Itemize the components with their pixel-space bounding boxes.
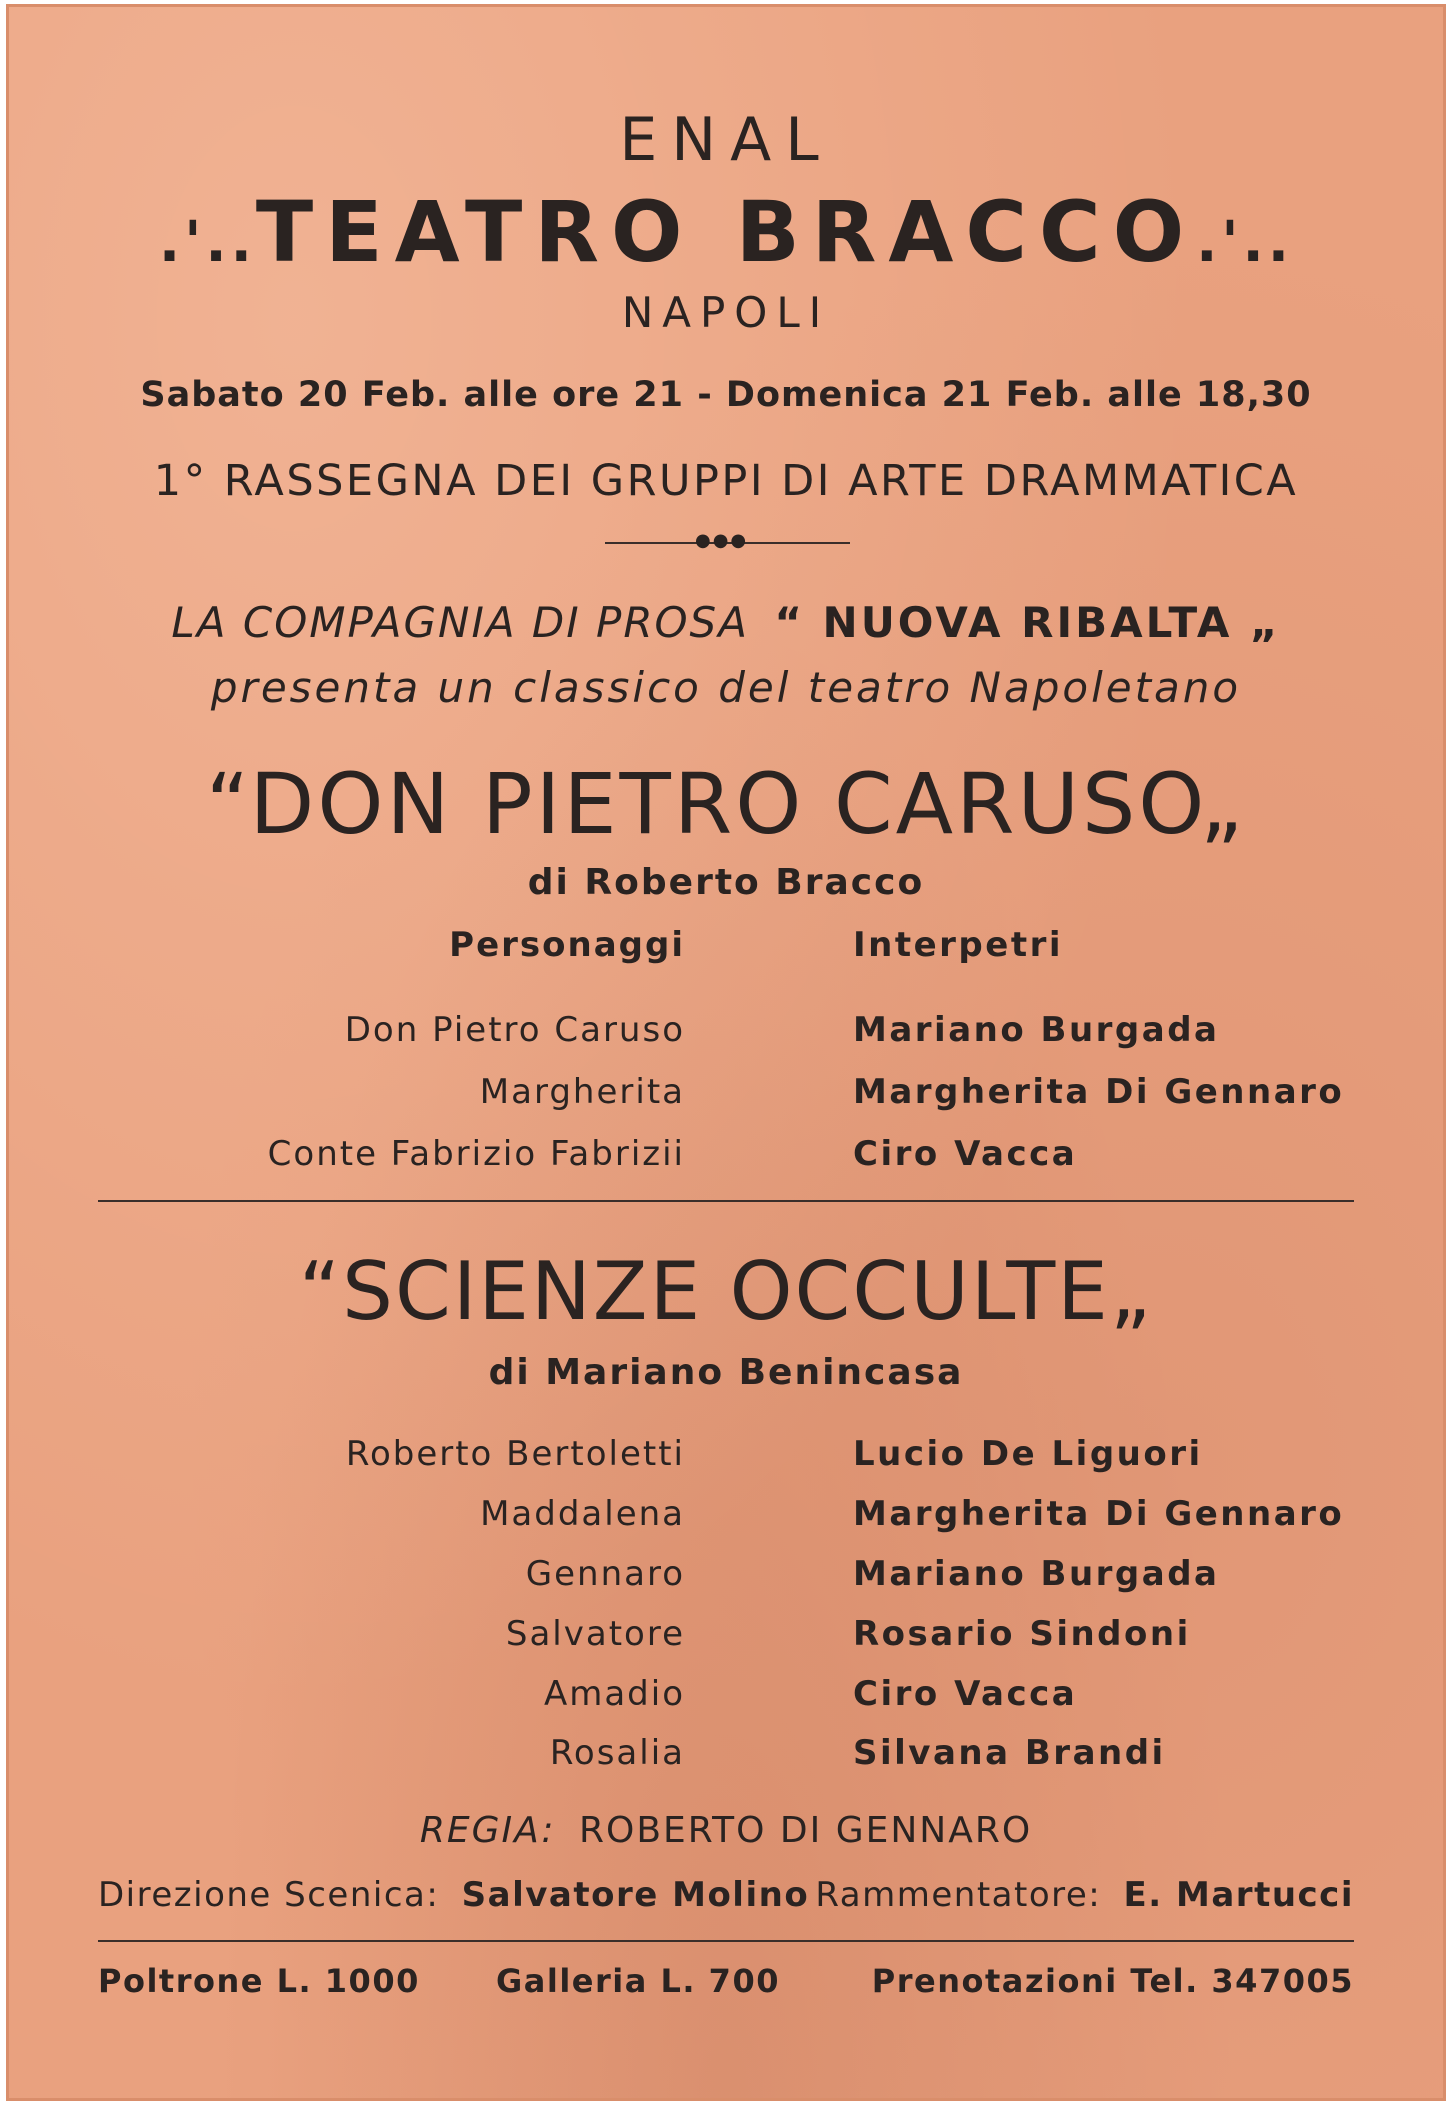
play1-title: “DON PIETRO CARUSO„ [205,755,1247,853]
play2-actor-1: Lucio De Liguori [853,1434,1203,1474]
footer-divider [98,1940,1354,1942]
company-name: “ NUOVA RIBALTA „ [774,598,1281,647]
theatre-name: TEATRO BRACCO [255,183,1197,281]
theatre-name-row [0,182,1452,293]
city-name: NAPOLI [621,288,831,337]
play2-actor-2: Margherita Di Gennaro [853,1494,1345,1534]
section-divider [98,1200,1354,1202]
footer-poltrone: Poltrone L. 1000 [98,1962,420,2000]
play2-actor-5: Ciro Vacca [853,1674,1078,1714]
company-presents: presenta un classico del teatro Napoletano [210,663,1242,712]
event-title: 1° RASSEGNA DEI GRUPPI DI ARTE DRAMMATICA [153,456,1299,506]
play2-role-2: Maddalena [480,1494,685,1534]
rammentatore-label: Rammentatore: [815,1875,1102,1915]
play1-col-characters: Personaggi [449,925,685,965]
company-line [0,598,1452,647]
play1-role-1: Don Pietro Caruso [344,1010,685,1050]
performance-dates: Sabato 20 Feb. alle ore 21 - Domenica 21 Feb. alle 18,30 [140,375,1312,415]
play2-author: di Mariano Benincasa [488,1352,964,1393]
theatre-prefix-ornament: .'.. [158,210,256,275]
play2-role-5: Amadio [543,1674,685,1714]
theatre-suffix-ornament: .'.. [1196,210,1294,275]
play1-actor-3: Ciro Vacca [853,1134,1078,1174]
footer-galleria: Galleria L. 700 [496,1962,780,2000]
footer-prenotazioni: Prenotazioni Tel. 347005 [871,1962,1354,2000]
play1-author: di Roberto Bracco [527,862,925,903]
play1-actor-1: Mariano Burgada [853,1010,1220,1050]
play2-role-1: Roberto Bertoletti [345,1434,685,1474]
regia-label: REGIA: [419,1810,556,1851]
direzione-name: Salvatore Molino [461,1875,810,1915]
play2-actor-6: Silvana Brandi [853,1733,1166,1773]
play2-actor-4: Rosario Sindoni [853,1614,1191,1654]
rammentatore-name: E. Martucci [1123,1875,1354,1915]
company-prefix: LA COMPAGNIA DI PROSA [171,598,749,647]
play2-role-6: Rosalia [549,1733,685,1773]
regia-name: ROBERTO DI GENNARO [578,1810,1033,1851]
direzione-label: Direzione Scenica: [98,1875,440,1915]
play1-role-3: Conte Fabrizio Fabrizii [267,1134,685,1174]
regia-line [0,1810,1452,1851]
play2-role-4: Salvatore [505,1614,685,1654]
play2-role-3: Gennaro [525,1554,685,1594]
play2-actor-3: Mariano Burgada [853,1554,1220,1594]
play1-actor-2: Margherita Di Gennaro [853,1072,1345,1112]
play1-col-actors: Interpetri [853,925,1064,965]
org-name: ENAL [619,105,833,175]
direzione-line [98,1875,809,1915]
play1-role-2: Margherita [479,1072,685,1112]
rammentatore-line [815,1875,1354,1915]
play2-title: “SCIENZE OCCULTE„ [298,1245,1154,1338]
ornament-divider-dots: ●●● [695,530,749,551]
